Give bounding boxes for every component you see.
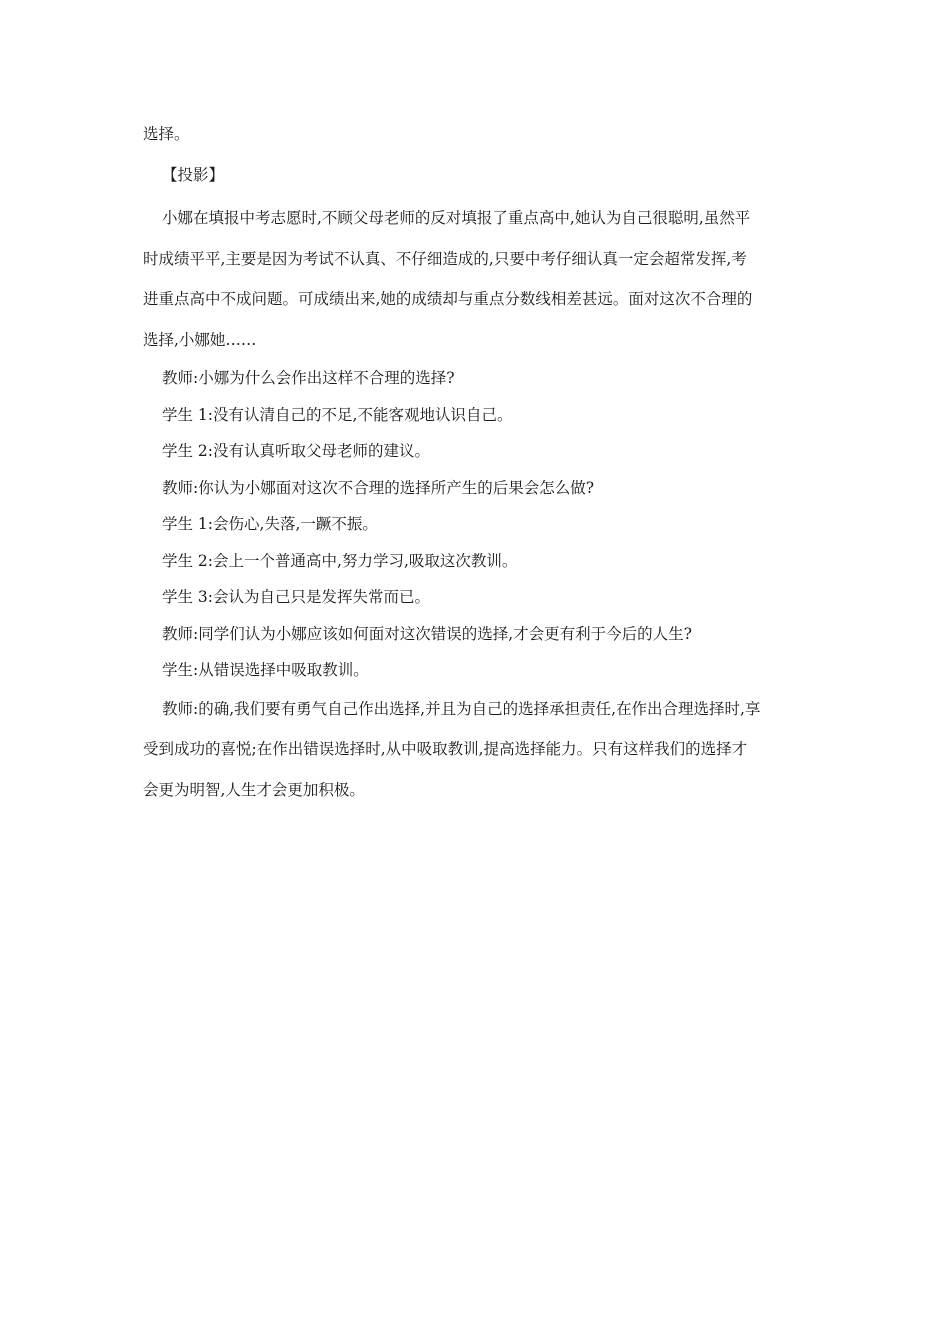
dialogue-line: 学生 2:会上一个普通高中,努力学习,吸取这次教训。 [162,551,518,570]
dialogue-line: 学生:从错误选择中吸取教训。 [162,661,369,679]
closing-line: 受到成功的喜悦;在作出错误选择时,从中吸取教训,提高选择能力。只有这样我们的选择才 [143,740,748,758]
section-heading-projection: 【投影】 [162,166,225,184]
story-paragraph [143,198,809,360]
dialogue-line: 学生 2:没有认真听取父母老师的建议。 [162,442,431,460]
continued-text-line: 选择。 [143,125,190,143]
closing-line: 会更为明智,人生才会更加积极。 [143,780,365,799]
dialogue-line: 学生 1:没有认清自己的不足,不能客观地认识自己。 [162,405,513,424]
dialogue-line: 学生 1:会伤心,失落,一蹶不振。 [162,515,378,533]
dialogue-list [143,360,809,689]
dialogue-line: 学生 3:会认为自己只是发挥失常而已。 [162,588,431,606]
story-line: 时成绩平平,主要是因为考试不认真、不仔细造成的,只要中考仔细认真一定会超常发挥,考 [143,249,747,268]
story-line: 进重点高中不成问题。可成绩出来,她的成绩却与重点分数线相差甚远。面对这次不合理的 [143,290,753,308]
closing-paragraph [143,689,809,811]
story-line: 选择,小娜她…… [143,330,257,349]
story-line: 小娜在填报中考志愿时,不顾父母老师的反对填报了重点高中,她认为自己很聪明,虽然平 [162,209,751,227]
document-body [143,118,809,810]
closing-line: 教师:的确,我们要有勇气自己作出选择,并且为自己的选择承担责任,在作出合理选择时,享 [162,699,761,718]
dialogue-line: 教师:小娜为什么会作出这样不合理的选择? [162,369,455,387]
dialogue-line: 教师:同学们认为小娜应该如何面对这次错误的选择,才会更有利于今后的人生? [162,624,692,643]
dialogue-line: 教师:你认为小娜面对这次不合理的选择所产生的后果会怎么做? [162,478,595,497]
